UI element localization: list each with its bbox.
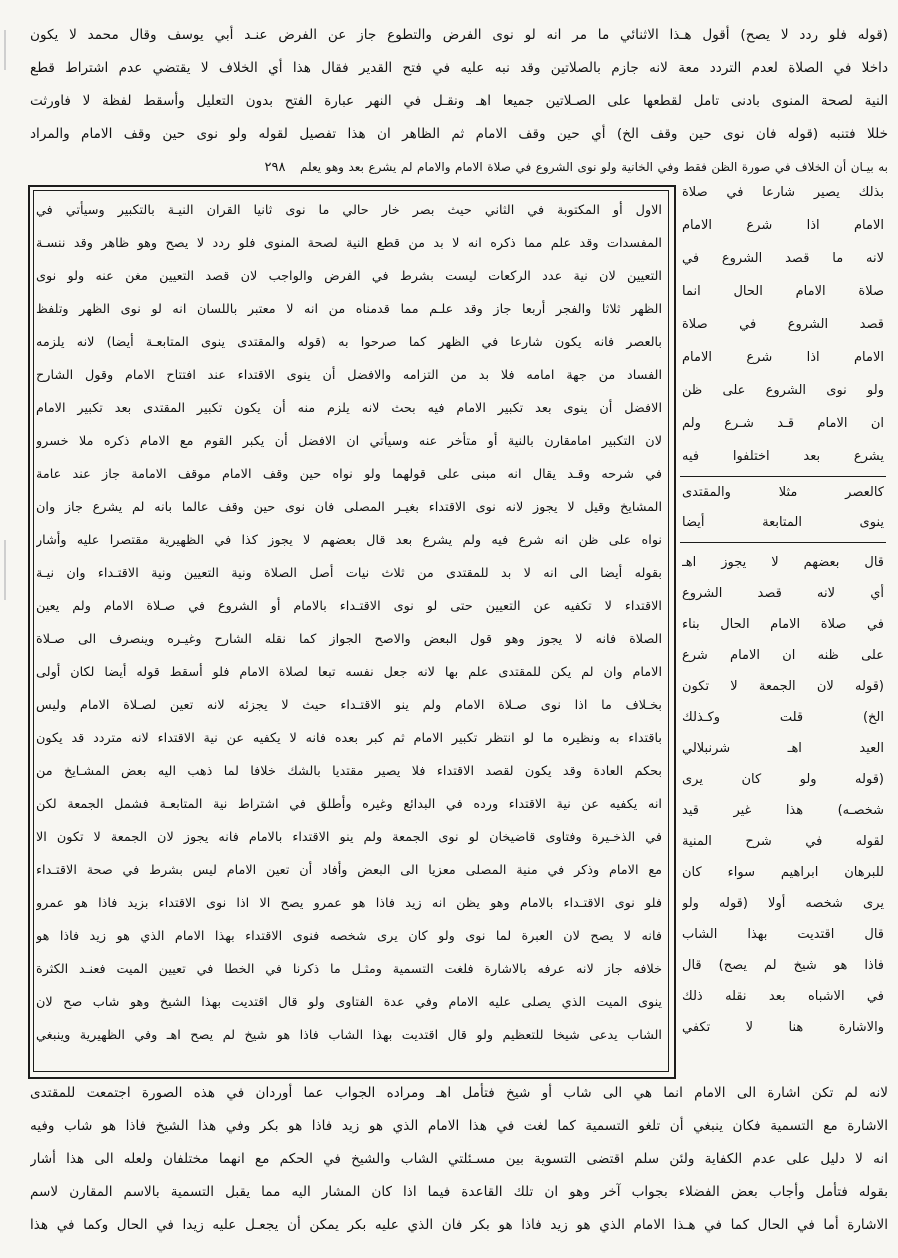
text-line: أي لانه قصد الشروع (682, 586, 884, 601)
text-line: قال اقتديت بهذا الشاب (682, 927, 884, 942)
text-line: كالعصر مثلا والمقتدى (682, 485, 884, 500)
text-line: انه لا دليل على عدم الكفاية ولئن سلم اقتضى التسوية بين مسـئلتي الشاب والشيخ في الحكم مع انهما مختلفان ولعله الى هذا أشار (30, 1151, 888, 1167)
scan-edge-mark (4, 540, 6, 600)
text-line: في شرحه وقـد يقال انه مبنى على قولهما ولو نواه حين وقف الامام موقف الامامة جاز عند عامة (36, 467, 662, 482)
text-line: النية لصحة المنوى بادنى تامل لقطعها على الصـلاتين جميعا اهـ ونقـل في النهر عبارة الفتح بدون التعليل وأسقط لفظة لا فاورثت (30, 93, 888, 109)
text-line: المفسدات وقد علم مما ذكره انه لا بد من قطع النية لصحة المنوى فلو ردد لا يصح وهو ظاهر وقد ننسـة (36, 236, 662, 251)
text-line: باقتداء به ونظيره ما لو انتظر تكبير الامام ثم كبر بعده فانه لا يكفيه عن نية الاقتداء لانه متردد قد يكون (36, 731, 662, 746)
text-line: الاقتداء لا تكفيه عن التعيين حتى لو نوى الاقتـداء بالامام أو الشروع في صـلاة الامام ولم يعين (36, 599, 662, 614)
scan-edge-mark (4, 30, 6, 70)
text-line: انه يكفيه عن نية الاقتداء ورده في البدائع وغيره وأطلق في اشتراط نية المتابعـة فشمل الجمعة لكن (36, 797, 662, 812)
text-line: بقوله فتأمل وأجاب بعض الفضلاء بجواب آخر وهو ان تلك القاعدة فيما اذا كان المشار اليه مما يقبل التسمية بالاسم المقارن لاسم (30, 1184, 888, 1200)
text-line: قصد الشروع في صلاة (682, 317, 884, 332)
text-line: (قوله ولو كان يرى (682, 772, 884, 787)
text-line: الامام اذا شرع الامام (682, 218, 884, 233)
text-line: لانه لم تكن اشارة الى الامام انما هي الى شاب أو شيخ فتأمل اهـ ومراده الجواب عما أوردان في هذه الصورة اجتمعت للمقتدى (30, 1085, 888, 1101)
text-line: في الذخـيرة وفتاوى قاضيخان لو نوى الجمعة ولم ينو الاقتداء بالامام فانه يجوز لان الجمعة لا تكون الا (36, 830, 662, 845)
text-line: في الاشباه بعد نقله ذلك (682, 989, 884, 1004)
margin-divider (680, 476, 886, 477)
text-line: على ظنه ان الامام شرع (682, 648, 884, 663)
text-line: الاشارة أما في الحال كما في هـذا الامام الذي هو زيد فاذا هو بكر فان الذي عليه بكر يمكن أن يجعـل عليه زيدا في الحال وكما في هذا (30, 1217, 888, 1233)
text-line: بخـلاف ما اذا نوى صـلاة الامام ولم ينو الاقتـداء حيث لا يجزئه لانه تعين لصـلاة الامام وليس (36, 698, 662, 713)
text-line: العيد اهـ شرنبلالي (682, 741, 884, 756)
text-line: ينوى المتابعة أيضا (682, 515, 884, 530)
text-line: الظهر ثلاثا والفجر أربعا جاز وقد علـم مما قدمناه من انه لا معتبر باللسان انه لو نوى الظهر وتلفظ (36, 302, 662, 317)
text-line: (قوله لان الجمعة لا تكون (682, 679, 884, 694)
text-line: فانه لا يصح لان العبرة لما نوى ولو كان يرى شخصه فنوى الاقتداء بهذا الامام الذي هو زيد فاذا هو (36, 929, 662, 944)
text-line: التعيين لان نية عدد الركعات ليست بشرط في الفرض والواجب لان قصد التعيين مغن عنه ولو نوى (36, 269, 662, 284)
text-line: الامام وان لم يكن للمقتدى علم بها لانه جعل نفسه تبعا لصلاة الامام فلو أسقط قوله أيضا لكان أولى (36, 665, 662, 680)
text-line: بالعصر فانه يكون شارعا في الظهر كما صرحوا به (قوله والمقتدى ينوى المتابعـة أيضا) لانه يلزمه (36, 335, 662, 350)
text-line: ولو نوى الشروع على ظن (682, 383, 884, 398)
page-number: ٢٩٨ (264, 160, 286, 175)
text-line: الاول أو المكتوبة في الثاني حيث بصر خار حالي ما نوى ثانيا القران النيـة بالتكبير وسيأتي في (36, 203, 662, 218)
text-line: الافضل أن ينوى بعد تكبير الامام فيه بحث لانه يلزم منه أن يكون تكبير المقتدى بعد تكبير الامام (36, 401, 662, 416)
text-line: المشايخ وقيل لا يجوز لانه نوى الاقتداء بغيـر المصلى فان نوى حين وقف عالما بانه لم يشرع جاز وان (36, 500, 662, 515)
text-line: نواه على ظن انه شرع فيه ولم يشرع بعد قال بعضهم لا يجوز كذا في الظهيرية مقتصرا عليه وأشار (36, 533, 662, 548)
text-line: فاذا هو شيخ لم يصح) قال (682, 958, 884, 973)
text-line: للبرهان ابراهيم سواء كان (682, 865, 884, 880)
text-line: فلو نوى الاقتـداء بالامام وهو يظن انه زيد فاذا هو عمرو يصح الا اذا نوى الاقتداء بزيد فاذا هو عمرو (36, 896, 662, 911)
text-line: شخصـه) هذا غير قيد (682, 803, 884, 818)
margin-divider (680, 542, 886, 543)
text-line: الاشارة مع التسمية فكان ينبغي أن تلغو التسمية كما لغت في هذا الامام الذي هو زيد فاذا هو بكر وفي هذا الشيخ فاذا هو شاب وفيه (30, 1118, 888, 1134)
text-line: خلافه جاز لانه عرفه بالاشارة فلغت التسمية ومثـل ما ذكرنا في الخطا في تعيين الميت فعنـد الكثرة (36, 962, 662, 977)
text-line: لانه ما قصد الشروع في (682, 251, 884, 266)
text-line: مع الامام وذكر في منية المصلى معزيا الى البعض وأفاد أن تعين الامام ليس بشرط في صحة الاقتـداء (36, 863, 662, 878)
text-line: الفساد من جهة امامه فلا بد من التزامه والافضل أن ينوى الاقتداء عند افتتاح الامام وقول الشارح (36, 368, 662, 383)
text-line: (قوله فلو ردد لا يصح) أقول هـذا الاثنائي ما مر انه لو نوى الفرض والتطوع جاز عن الفرض عنـد أبي يوسف وقال محمد لا يكون (30, 27, 888, 43)
text-line: لقوله في شرح المنية (682, 834, 884, 849)
text-line: في صلاة الامام الحال بناء (682, 617, 884, 632)
text-line: الصلاة فانه لا يجوز وهو قول البعض والاصح الجواز كما نقله الشارح وغيـره وينصرف الى صـلاة (36, 632, 662, 647)
text-line: يشرع بعد اختلفوا فيه (682, 449, 884, 464)
text-line: به بيـان أن الخلاف في صورة الظن فقط وفي الخانية ولو نوى الشروع في صلاة الامام والامام لم يشرع بعد وهو يعلم (300, 160, 888, 174)
text-line: ان الامام قـد شـرع ولم (682, 416, 884, 431)
text-line: ينوى الميت الذي يصلى عليه الامام وفي عدة الفتاوى ولو قال اقتديت بهذا الشيخ وهو شاب صح لان (36, 995, 662, 1010)
text-line: والاشارة هنا لا تكفي (682, 1020, 884, 1035)
text-line: صلاة الامام الحال انما (682, 284, 884, 299)
text-line: الامام اذا شرع الامام (682, 350, 884, 365)
text-line: الشاب يدعى شيخا للتعظيم ولو قال اقتديت بهذا الشاب فاذا هو شيخ لم يصح اهـ وفي الظهيرية وينبغي (36, 1028, 662, 1043)
text-line: يرى شخصه أولا (قوله ولو (682, 896, 884, 911)
text-line: بقوله أيضا الى انه لا بد للمقتدى من ثلاث نيات أصل الصلاة ونية التعيين ونية الاقتـداء وان نيـة (36, 566, 662, 581)
text-line: بحكم العادة وقد يكون لقصد الاقتداء فلا يصير مقتديا بالشك خلافا لما ذهب اليه بعض المشـايخ من (36, 764, 662, 779)
text-line: داخلا في الصلاة لعدم التردد معة لانه جازم بالصلاتين وقد نبه عليه في فتح القدير فقال هذا أي الخلاف لا يقتضي عدم اشتراط قطع (30, 60, 888, 76)
text-line: بذلك يصير شارعا في صلاة (682, 185, 884, 200)
text-line: الخ) قلت وكـذلك (682, 710, 884, 725)
text-line: لان التكبير امامقارن بالنية أو متأخر عنه وسيأتي ان الافضل أن يكبر القوم مع الامام ذكره ملا خسرو (36, 434, 662, 449)
text-line: قال بعضهم لا يجوز اهـ (682, 555, 884, 570)
text-line: خللا فتنبه (قوله فان نوى حين وقف الخ) أي حين وقف الامام ثم الظاهر ان هذا تفصيل لقوله ولو نوى حين وقف الامام والمراد (30, 126, 888, 142)
